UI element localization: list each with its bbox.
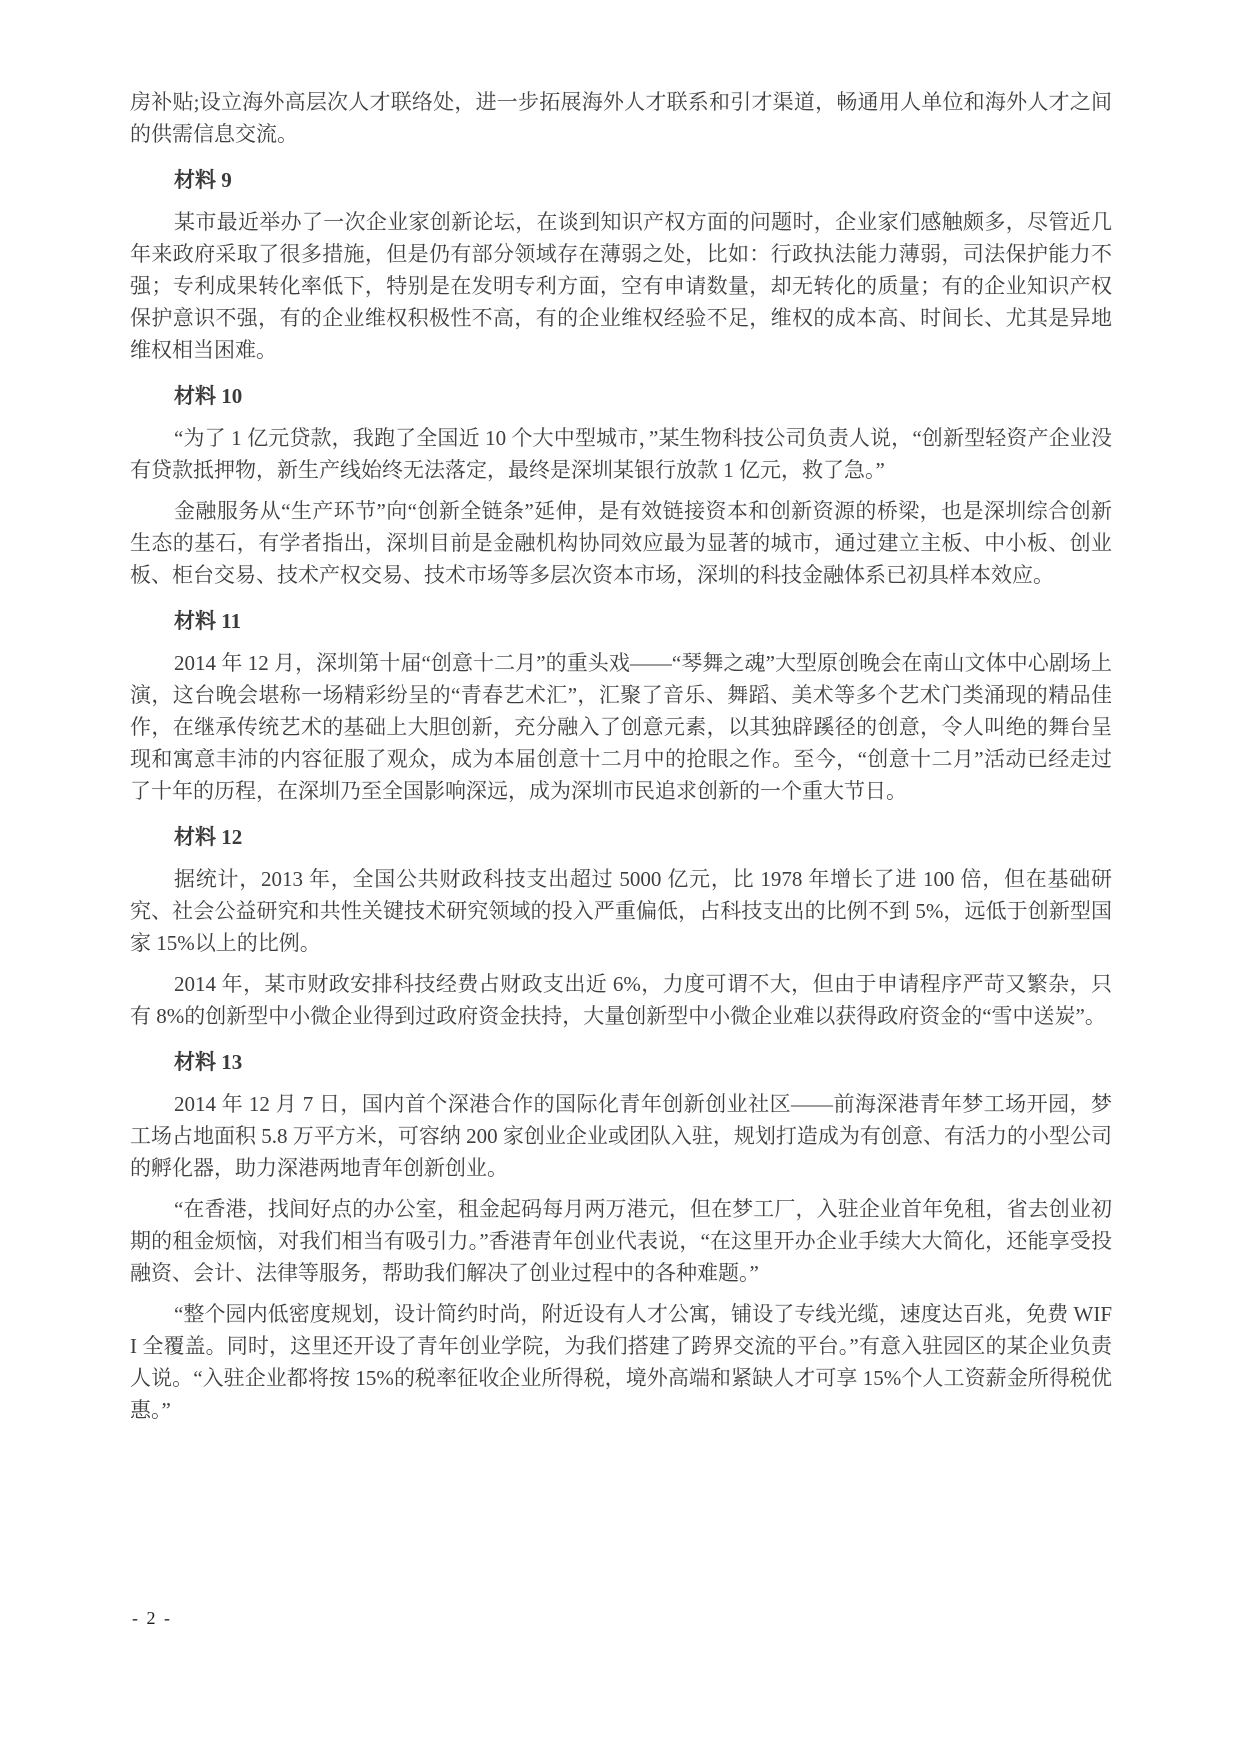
page-number: - 2 -: [132, 1608, 172, 1628]
material-9-paragraph-1: 某市最近举办了一次企业家创新论坛，在谈到知识产权方面的问题时，企业家们感触颇多，尽管近几年来政府采取了很多措施，但是仍有部分领域存在薄弱之处，比如：行政执法能力薄弱，司法保护能力不强；专利成果转化率低下，特别是在发明专利方面，空有申请数量，却无转化的质量；有的企业知识产权保护意识不强，有的企业维权积极性不高，有的企业维权经验不足，维权的成本高、时间长、尤其是异地维权相当困难。: [130, 210, 1112, 362]
material-13-paragraph-1: 2014 年 12 月 7 日，国内首个深港合作的国际化青年创新创业社区——前海深港青年梦工场开园，梦工场占地面积 5.8 万平方米，可容纳 200 家创业企业或团队入驻，规划打造成为有创意、有活力的小型公司的孵化器，助力深港两地青年创新创业。: [130, 1092, 1112, 1180]
material-13-paragraph-3: “整个园内低密度规划，设计简约时尚，附近设有人才公寓，铺设了专线光缆，速度达百兆，免费 WIFI 全覆盖。同时，这里还开设了青年创业学院，为我们搭建了跨界交流的平台。”有意入驻园区的某企业负责人说。“入驻企业都将按 15%的税率征收企业所得税，境外高端和紧缺人才可享 15%个人工资薪金所得税优惠。”: [130, 1302, 1112, 1422]
section-heading-material-12: 材料 12: [174, 825, 243, 849]
section-heading-material-9: 材料 9: [174, 168, 232, 192]
continuation-paragraph: 房补贴;设立海外高层次人才联络处，进一步拓展海外人才联系和引才渠道，畅通用人单位和海外人才之间的供需信息交流。: [130, 90, 1112, 146]
section-heading-material-10: 材料 10: [174, 384, 243, 408]
section-heading-material-13: 材料 13: [174, 1050, 243, 1074]
section-heading-material-11: 材料 11: [174, 609, 242, 633]
material-12-paragraph-1: 据统计，2013 年，全国公共财政科技支出超过 5000 亿元，比 1978 年增长了进 100 倍，但在基础研究、社会公益研究和共性关键技术研究领域的投入严重偏低，占科技支出的比例不到 5%，远低于创新型国家 15%以上的比例。: [130, 867, 1112, 955]
material-13-paragraph-2: “在香港，找间好点的办公室，租金起码每月两万港元，但在梦工厂，入驻企业首年免租，省去创业初期的租金烦恼，对我们相当有吸引力。”香港青年创业代表说，“在这里开办企业手续大大简化，还能享受投融资、会计、法律等服务，帮助我们解决了创业过程中的各种难题。”: [130, 1197, 1112, 1285]
document-body: [130, 86, 1112, 1435]
material-12-paragraph-2: 2014 年，某市财政安排科技经费占财政支出近 6%，力度可谓不大，但由于申请程序严苛又繁杂，只有 8%的创新型中小微企业得到过政府资金扶持，大量创新型中小微企业难以获得政府资金的“雪中送炭”。: [130, 972, 1112, 1028]
material-10-paragraph-2: 金融服务从“生产环节”向“创新全链条”延伸，是有效链接资本和创新资源的桥梁，也是深圳综合创新生态的基石，有学者指出，深圳目前是金融机构协同效应最为显著的城市，通过建立主板、中小板、创业板、柜台交易、技术产权交易、技术市场等多层次资本市场，深圳的科技金融体系已初具样本效应。: [130, 499, 1112, 587]
material-10-paragraph-1: “为了 1 亿元贷款，我跑了全国近 10 个大中型城市，”某生物科技公司负责人说，“创新型轻资产企业没有贷款抵押物，新生产线始终无法落定，最终是深圳某银行放款 1 亿元，救了急。”: [130, 426, 1112, 482]
material-11-paragraph-1: 2014 年 12 月，深圳第十届“创意十二月”的重头戏——“琴舞之魂”大型原创晚会在南山文体中心剧场上演，这台晚会堪称一场精彩纷呈的“青春艺术汇”，汇聚了音乐、舞蹈、美术等多个艺术门类涌现的精品佳作，在继承传统艺术的基础上大胆创新，充分融入了创意元素，以其独辟蹊径的创意，令人叫绝的舞台呈现和寓意丰沛的内容征服了观众，成为本届创意十二月中的抢眼之作。至今，“创意十二月”活动已经走过了十年的历程，在深圳乃至全国影响深远，成为深圳市民追求创新的一个重大节日。: [130, 651, 1112, 803]
